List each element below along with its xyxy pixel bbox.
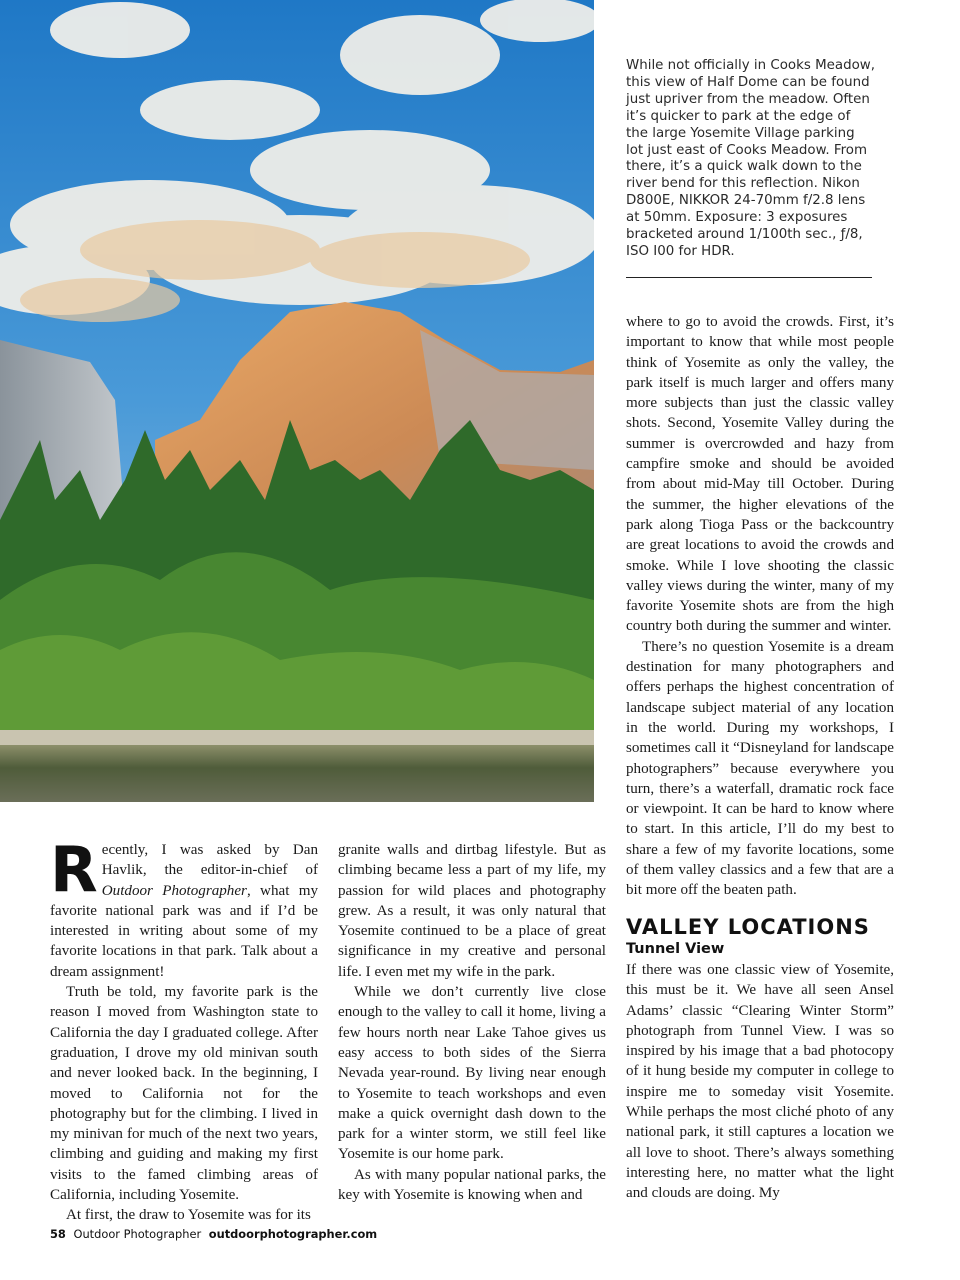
page-footer <box>50 1227 377 1241</box>
subheading: Tunnel View <box>626 941 725 957</box>
paragraph: There’s no question Yosemite is a dream destination for many photographers and offers perhaps the highest concentration of landscape subject material of any location in the world. During my workshops, I sometimes call it “Disneyland for landscape photographers” because everywhere you turn, there’s a waterfall, dramatic rock face or viewpoint. It can be hard to know where to start. In this article, I’ll do my best to share a few of my favorite locations, some of them valley classics and a few that are a bit more off the beaten path. <box>626 638 894 899</box>
paragraph: While we don’t currently live close enough to the valley to call it home, living a few hours north near Lake Tahoe gives us easy access to both sides of the Sierra Nevada year-round. By living near enough to Yosemite to teach workshops and even make a quick overnight dash down to the park for a winter storm, we still feel like Yosemite is our home park. <box>338 984 606 1163</box>
opening-paragraph: Recently, I was asked by Dan Havlik, the editor-in-chief of Outdoor Photographer, what my favorite national park was and if I’d be interested in writing about some of my favorite locations in that park. Talk about a dream assignment! <box>50 833 318 980</box>
article-column-3 <box>626 312 894 901</box>
half-dome-photo <box>0 0 594 802</box>
magazine-url: outdoorphotographer.com <box>208 1227 378 1241</box>
paragraph: If there was one classic view of Yosemite, this must be it. We have all seen Ansel Adams’ classic “Clearing Winter Storm” photograph from Tunnel View. I was so inspired by his image that a bad photocopy of it hung beside my computer in college to inspire me to someday visit Yosemite. While perhaps the most cliché photo of any national park, it still captures a location we all love to shoot. There’s always something interesting here, no matter what the light and clouds are doing. My <box>626 962 894 1202</box>
paragraph: where to go to avoid the crowds. First, it’s important to know that while most people think of Yosemite as only the valley, the park itself is much larger and offers many more subjects than just the classic valley shots. Second, Yosemite Valley during the summer is overcrowded and hazy from campfire smoke and should be avoided from about mid-May till October. During the summer, the higher elevations of the park along Tioga Pass or the backcountry are great locations to avoid the crowds and smoke. While I love shooting the classic valley views during the winter, many of my favorite Yosemite shots are from the high country both during the summer and winter. <box>626 314 894 635</box>
paragraph: At first, the draw to Yosemite was for its <box>66 1207 311 1224</box>
drop-cap: R <box>50 833 98 906</box>
page-number: 58 <box>50 1227 66 1241</box>
article-column-1 <box>50 833 318 1226</box>
section-heading: VALLEY LOCATIONS <box>626 915 870 939</box>
paragraph: Truth be told, my favorite park is the reason I moved from Washington state to California the day I graduated college. After graduation, I drove my old minivan south and never looked back. In the beginning, I moved to California not for the photography but for the climbing. I lived in my minivan for much of the next two years, climbing and guiding and making my first visits to the famed climbing areas of California, including Yosemite. <box>50 984 318 1204</box>
article-column-2 <box>338 840 606 1205</box>
magazine-name: Outdoor Photographer <box>73 1227 202 1241</box>
photo-caption: While not officially in Cooks Meadow, this view of Half Dome can be found just upriver from the meadow. Often it’s quicker to park at the edge of the large Yosemite Village parking lot just east of Cooks Meadow. From there, it’s a quick walk down to the river bend for this reflection. Nikon D800E, NIKKOR 24-70mm f/2.8 lens at 50mm. Exposure: 3 exposures bracketed around 1/100th sec., ƒ/8, ISO I00 for HDR. <box>626 58 875 259</box>
river <box>0 745 594 802</box>
paragraph: As with many popular national parks, the key with Yosemite is knowing when and <box>338 1166 606 1204</box>
article-column-4 <box>626 960 894 1204</box>
caption-divider <box>626 277 872 278</box>
paragraph: granite walls and dirtbag lifestyle. But as climbing became less a part of my life, my passion for wild places and photography grew. As a result, it was only natural that Yosemite continued to be a place of great significance in my creative and personal life. I even met my wife in the park. <box>338 842 606 980</box>
